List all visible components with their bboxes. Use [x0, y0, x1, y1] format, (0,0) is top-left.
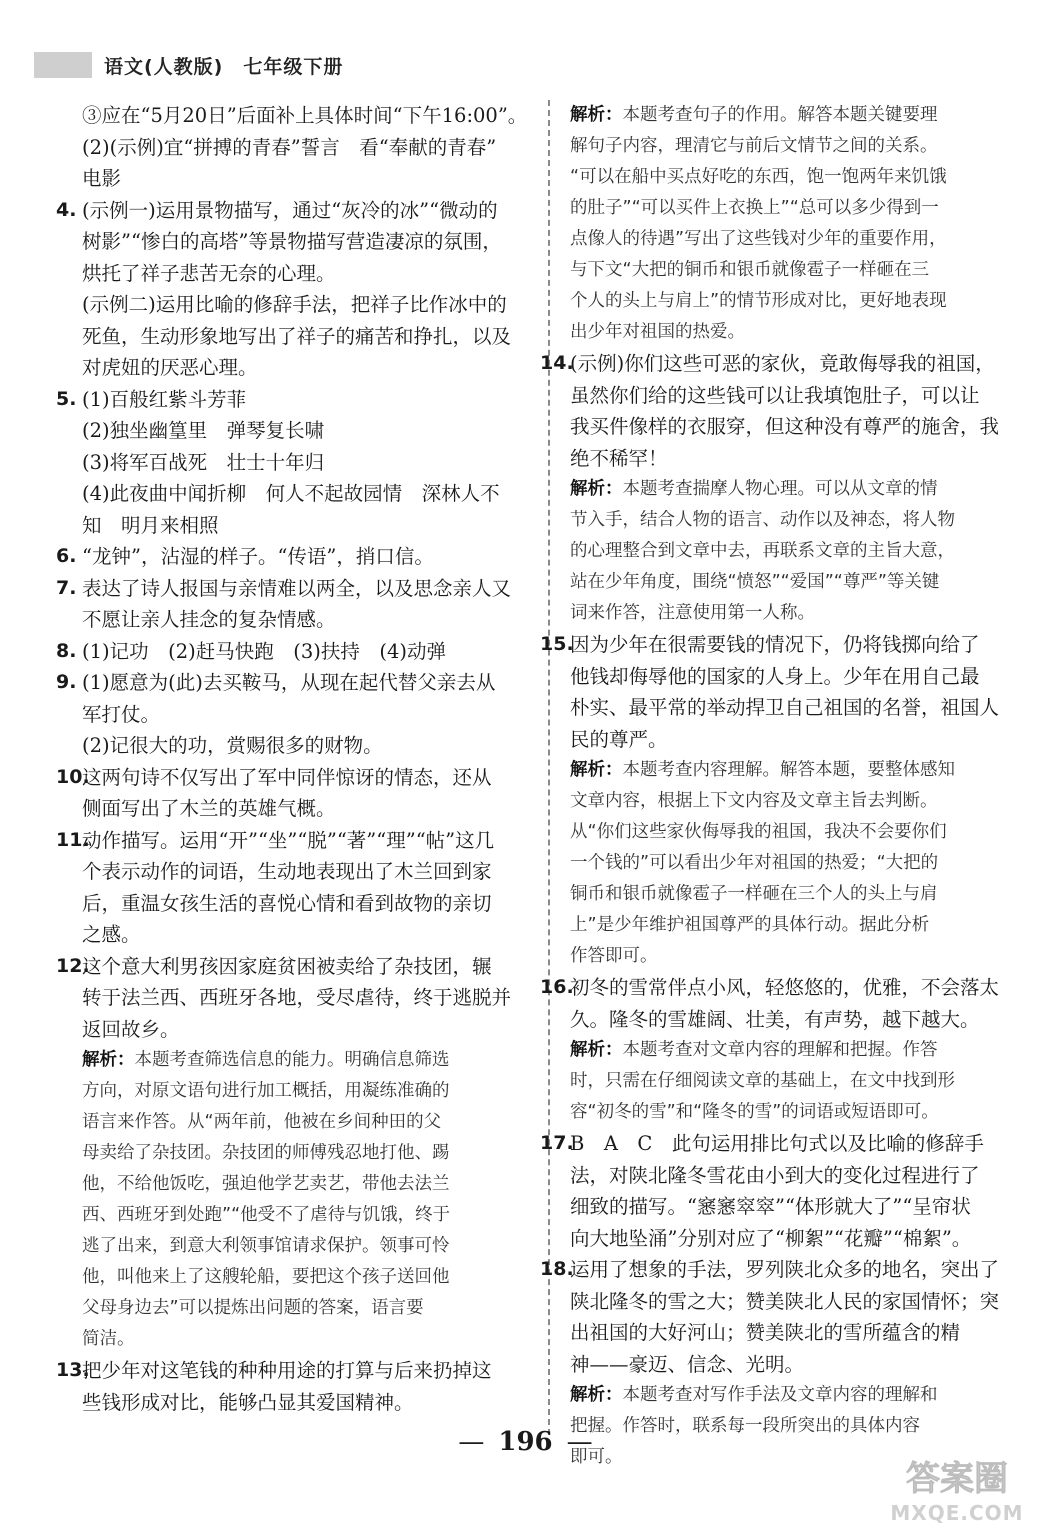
explanation-line: 他，叫他来上了这艘轮船，要把这个孩子送回他: [82, 1267, 450, 1287]
answer-item: [540, 348, 1025, 629]
question-number: 13.: [56, 1359, 90, 1381]
answer-line: 后，重温女孩生活的喜悦心情和看到故物的亲切: [82, 891, 492, 915]
answer-item: [56, 1355, 537, 1418]
explanation-line: 节入手，结合人物的语言、动作以及神态，将人物: [570, 510, 955, 530]
answer-line: 对虎妞的厌恶心理。: [82, 356, 258, 379]
question-number: 17.: [540, 1132, 574, 1154]
answer-line: 转于法兰西、西班牙各地，受尽虐待，终于逃脱并: [82, 986, 512, 1009]
question-number: 11.: [56, 828, 90, 851]
answer-item: [540, 972, 1025, 1128]
answer-line: 久。隆冬的雪雄阔、壮美，有声势，越下越大。: [570, 1007, 980, 1031]
answer-line: (1)愿意为(此)去买鞍马，从现在起代替父亲去从: [82, 671, 496, 694]
explanation-line: 方向，对原文语句进行加工概括，用凝练准确的: [82, 1081, 450, 1101]
question-number: 10.: [56, 765, 90, 788]
explanation-text: 本题考查筛选信息的能力。明确信息筛选: [134, 1050, 450, 1070]
answer-line: 出祖国的大好河山；赞美陕北的雪所蕴含的精: [570, 1321, 961, 1344]
header-title: 语文(人教版) 七年级下册: [104, 55, 344, 78]
answer-line: 朴实、最平常的举动捍卫自己祖国的名誉，祖国人: [570, 696, 1000, 719]
explanation-line: 个人的头上与肩上”的情节形成对比，更好地表现: [570, 291, 947, 311]
explanation-line: 容“初冬的雪”和“隆冬的雪”的词语或短语即可。: [570, 1102, 939, 1122]
answer-line: 初冬的雪常伴点小风，轻悠悠的，优雅，不会落太: [570, 976, 1000, 999]
answer-line: 法，对陕北隆冬雪花由小到大的变化过程进行了: [570, 1163, 980, 1187]
explanation-line: 把握。作答时，联系每一段所突出的具体内容: [570, 1416, 920, 1436]
explanation-line: 的肚子”“可以买件上衣换上”“总可以多少得到一: [570, 198, 939, 218]
answer-line: “龙钟”，沾湿的样子。“传语”，捎口信。: [82, 545, 434, 568]
explanation-first-line: [570, 100, 1025, 131]
answer-line: 知 明月来相照: [82, 513, 219, 537]
explanation-line: 他，不给他饭吃，强迫他学艺卖艺，带他去法兰: [82, 1174, 450, 1194]
answer-item: [56, 573, 537, 636]
explanation-text: 本题考查内容理解。解答本题，要整体感知: [622, 760, 955, 780]
explanation-line: 一个钱的”可以看出少年对祖国的热爱；“大把的: [570, 853, 939, 873]
answer-line: 烘托了祥子悲苦无奈的心理。: [82, 261, 336, 285]
explanation-line: 铜币和银币就像雹子一样砸在三个人的头上与肩: [570, 884, 938, 904]
answer-line: 我买件像样的衣服穿，但这种没有尊严的施舍，我: [570, 415, 1000, 438]
answer-line: 虽然你们给的这些钱可以让我填饱肚子，可以让: [570, 383, 980, 407]
explanation-line: 即可。: [570, 1447, 623, 1467]
answer-item: [56, 762, 537, 825]
answer-line: 这个意大利男孩因家庭贫困被卖给了杂技团，辗: [82, 954, 492, 978]
answer-item: [82, 100, 537, 195]
explanation: [82, 1045, 537, 1355]
answer-item: [56, 195, 537, 384]
answer-line: (示例二)运用比喻的修辞手法，把祥子比作冰中的: [82, 293, 507, 316]
explanation-first-line: [570, 1380, 1025, 1411]
explanation-line: 父母身边去”可以提炼出问题的答案，语言要: [82, 1298, 424, 1318]
answer-line: 军打仗。: [82, 702, 161, 726]
question-number: 7.: [56, 576, 77, 599]
explanation-first-line: [570, 755, 1025, 786]
question-number: 12.: [56, 954, 90, 977]
answer-line: (示例一)运用景物描写，通过“灰冷的冰”“微动的: [82, 198, 498, 222]
explanation-line: 上”是少年维护祖国尊严的具体行动。据此分析: [570, 915, 930, 935]
explanation-text: 本题考查句子的作用。解答本题关键要理: [622, 105, 938, 125]
explanation-label: 解析：: [570, 760, 623, 780]
question-number: 16.: [540, 976, 574, 998]
answer-line: (2)记很大的功，赏赐很多的财物。: [82, 734, 383, 757]
explanation: [570, 1035, 1025, 1128]
answer-item: [56, 825, 537, 951]
explanation-line: 作答即可。: [570, 946, 658, 966]
explanation-first-line: [570, 474, 1025, 505]
explanation-line: 文章内容，根据上下文内容及文章主旨去判断。: [570, 791, 938, 811]
answer-line: 他钱却侮辱他的国家的人身上。少年在用自己最: [570, 664, 980, 688]
watermark-logo: [872, 1452, 1042, 1528]
right-column: [540, 100, 1025, 1473]
explanation-line: 的心理整合到文章中去，再联系文章的主旨大意，: [570, 541, 955, 561]
answer-line: 运用了想象的手法，罗列陕北众多的地名，突出了: [570, 1258, 1000, 1281]
answer-line: 树影”“惨白的高塔”等景物描写营造凄凉的氛围，: [82, 230, 502, 253]
page-number-value: 196: [498, 1427, 553, 1457]
answer-line: (4)此夜曲中闻折柳 何人不起故园情 深林人不: [82, 482, 500, 505]
answer-line: 陕北隆冬的雪之大；赞美陕北人民的家国情怀；突: [570, 1289, 1000, 1313]
header-tab-block: [34, 52, 92, 78]
explanation-line: 逃了出来，到意大利领事馆请求保护。领事可怜: [82, 1236, 450, 1256]
answer-line: 之感。: [82, 923, 141, 946]
explanation-line: 词来作答，注意使用第一人称。: [570, 603, 815, 623]
question-number: 8.: [56, 639, 77, 662]
explanation-line: “可以在船中买点好吃的东西，饱一饱两年来饥饿: [570, 167, 947, 187]
left-column: [56, 100, 537, 1418]
explanation-line: 与下文“大把的铜币和银币就像雹子一样砸在三: [570, 260, 930, 280]
answer-line: B A C 此句运用排比句式以及比喻的修辞手: [570, 1132, 984, 1155]
explanation-line: 点像人的待遇”写出了这些钱对少年的重要作用，: [570, 229, 947, 249]
answer-line: (示例)你们这些可恶的家伙，竟敢侮辱我的祖国，: [570, 352, 995, 375]
answer-item: [56, 541, 537, 573]
explanation-text: 本题考查揣摩人物心理。可以从文章的情: [622, 479, 938, 499]
question-number: 18.: [540, 1258, 574, 1280]
explanation-line: 时，只需在仔细阅读文章的基础上，在文中找到形: [570, 1071, 955, 1091]
answer-item: [56, 951, 537, 1356]
answer-line: 神——豪迈、信念、光明。: [570, 1352, 805, 1376]
explanation-line: 母卖给了杂技团。杂技团的师傅残忍地打他、踢: [82, 1143, 450, 1163]
answer-item: [540, 1128, 1025, 1254]
answer-item: [56, 384, 537, 542]
answer-item: [56, 636, 537, 668]
answer-line: 这两句诗不仅写出了军中同伴惊讶的情态，还从: [82, 765, 492, 789]
page-header: [34, 50, 343, 80]
answer-line: 死鱼，生动形象地写出了祥子的痛苦和挣扎，以及: [82, 324, 512, 348]
explanation: [570, 474, 1025, 629]
question-number: 4.: [56, 198, 77, 221]
explanation: [570, 755, 1025, 972]
answer-line: (3)将军百战死 壮士十年归: [82, 450, 325, 474]
question-number: 5.: [56, 387, 77, 410]
answer-line: 向大地坠涌”分别对应了“柳絮”“花瓣”“棉絮”。: [570, 1226, 972, 1250]
watermark-logo-text: 答案圈: [906, 1459, 1008, 1499]
answer-item: [570, 100, 1025, 348]
answer-line: 侧面写出了木兰的英雄气概。: [82, 797, 336, 820]
explanation-label: 解析：: [570, 1040, 623, 1060]
answer-item: [56, 667, 537, 762]
explanation-line: 站在少年角度，围绕“愤怒”“爱国”“尊严”等关键: [570, 572, 940, 592]
answer-line: 把少年对这笔钱的种种用途的打算与后来扔掉这: [82, 1359, 492, 1382]
answer-line: 细致的描写。“窸窸窣窣”“体形就大了”“呈帘状: [570, 1195, 971, 1218]
answer-line: (1)百般红紫斗芳菲: [82, 387, 247, 411]
answer-line: (1)记功 (2)赶马快跑 (3)扶持 (4)动弹: [82, 639, 446, 663]
answer-line: 绝不稀罕！: [570, 446, 668, 470]
answer-line: 电影: [82, 167, 122, 190]
answer-line: 不愿让亲人挂念的复杂情感。: [82, 608, 336, 631]
explanation-label: 解析：: [570, 479, 623, 499]
question-number: 9.: [56, 671, 77, 693]
explanation: [570, 100, 1025, 348]
answer-line: (2)(示例)宜“拼搏的青春”誓言 看“奉献的青春”: [82, 135, 497, 159]
explanation-text: 本题考查对文章内容的理解和把握。作答: [622, 1040, 938, 1060]
question-number: 15.: [540, 633, 574, 655]
answer-line: (2)独坐幽篁里 弹琴复长啸: [82, 419, 325, 442]
answer-line: 返回故乡。: [82, 1017, 180, 1041]
explanation-line: 出少年对祖国的热爱。: [570, 322, 745, 342]
answer-line: 动作描写。运用“开”“坐”“脱”“著”“理”“帖”这几: [82, 828, 495, 852]
explanation-line: 从“你们这些家伙侮辱我的祖国，我决不会要你们: [570, 822, 947, 842]
explanation-line: 简洁。: [82, 1329, 135, 1349]
explanation-line: 西、西班牙到处跑”“他受不了虐待与饥饿，终于: [82, 1205, 451, 1225]
explanation-line: 解句子内容，理清它与前后文情节之间的关系。: [570, 136, 938, 156]
watermark-site-text: MXQE.COM: [890, 1501, 1024, 1525]
explanation-label: 解析：: [570, 1385, 623, 1405]
explanation-first-line: [82, 1045, 537, 1076]
explanation-line: 语言来作答。从“两年前，他被在乡间种田的父: [82, 1112, 442, 1132]
answer-line: ③应在“5月20日”后面补上具体时间“下午16:00”。: [82, 104, 528, 127]
column-divider: [548, 100, 550, 1435]
explanation-text: 本题考查对写作手法及文章内容的理解和: [622, 1385, 938, 1405]
answer-line: 些钱形成对比，能够凸显其爱国精神。: [82, 1390, 414, 1414]
explanation-first-line: [570, 1035, 1025, 1066]
question-number: 14.: [540, 352, 574, 374]
answer-line: 表达了诗人报国与亲情难以两全，以及思念亲人又: [82, 576, 512, 600]
answer-line: 民的尊严。: [570, 727, 668, 751]
page-number: — 196 —: [458, 1427, 593, 1457]
answer-line: 个表示动作的词语，生动地表现出了木兰回到家: [82, 860, 492, 883]
explanation-label: 解析：: [570, 105, 623, 125]
question-number: 6.: [56, 545, 77, 567]
answer-line: 因为少年在很需要钱的情况下，仍将钱掷向给了: [570, 633, 980, 656]
answer-item: [540, 629, 1025, 972]
explanation-label: 解析：: [82, 1050, 135, 1070]
